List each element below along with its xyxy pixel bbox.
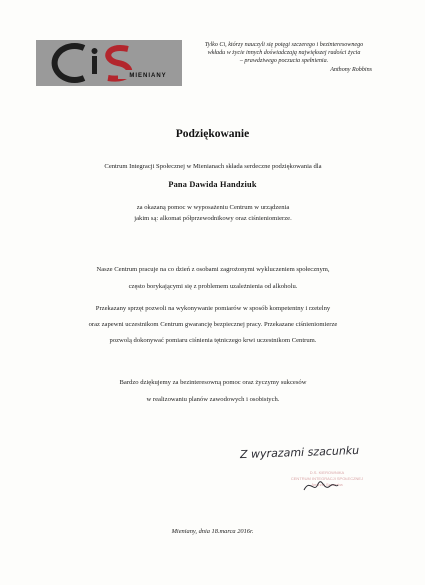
- reason-paragraph: [40, 202, 386, 224]
- reason-line: za okazaną pomoc w wyposażeniu Centrum w urządzenia: [136, 204, 290, 211]
- closing-line: Bardzo dziękujemy za bezinteresowną pomoc oraz życzymy sukcesów: [119, 379, 307, 386]
- logo-graphic: [36, 40, 182, 86]
- body-line: pozwolą dokonywać pomiaru ciśnienia tętniczego krwi uczestnikom Centrum.: [109, 337, 317, 344]
- logo-subtitle: MIENIANY: [129, 73, 167, 79]
- closing-line: w realizowaniu planów zawodowych i osobistych.: [146, 396, 280, 403]
- body-line: oraz zapewni uczestnikom Centrum gwarancję bezpiecznej pracy. Przekazane ciśnieniomierze: [88, 321, 338, 328]
- place-and-date: Mieniany, dnia 18.marca 2016r.: [171, 528, 254, 535]
- body-paragraph-2: [40, 303, 386, 346]
- intro-paragraph: Centrum Integracji Społecznej w Mienianach składa serdeczne podziękowania dla: [104, 163, 322, 170]
- document-title: Podziękowanie: [175, 128, 250, 140]
- quote-line: – prawdziwego poczucia spełnienia.: [239, 58, 329, 65]
- body-paragraph-1: [40, 264, 386, 292]
- stamp-line: Andrzej Szczerba: [311, 482, 343, 487]
- body-line: Nasze Centrum pracuje na co dzień z osobami zagrożonymi wykluczeniem społecznym,: [96, 266, 330, 273]
- quote-line: wkładu w życie innych doświadczają największej radości życia: [207, 50, 361, 57]
- signature-scribble-icon: [300, 476, 340, 496]
- closing-paragraph: [40, 377, 386, 405]
- quote-author: Anthony Robbins: [330, 66, 372, 73]
- organization-logo: [36, 40, 182, 86]
- body-line: Przekazany sprzęt pozwoli na wykonywanie pomiarów w sposób kompetentny i rzetelny: [95, 305, 331, 312]
- motto-quote: [186, 41, 382, 74]
- stamp-line: CENTRUM INTEGRACJI SPOŁECZNEJ: [290, 476, 364, 481]
- body-line: często borykającymi się z problemem uzależnienia od alkoholu.: [128, 283, 298, 290]
- reason-line: jakim są: alkomat półprzewodnikowy oraz ciśnieniomierze.: [134, 215, 292, 222]
- quote-line: Tylko Ci, którzy nauczyli się potęgi szczerego i bezinteresownego: [204, 42, 364, 48]
- stamp-line: D.S. KIEROWNIKA: [309, 470, 345, 475]
- handwritten-closing: Z wyrazami szacunku: [239, 443, 360, 462]
- recipient-name: Pana Dawida Handziuk: [168, 180, 257, 189]
